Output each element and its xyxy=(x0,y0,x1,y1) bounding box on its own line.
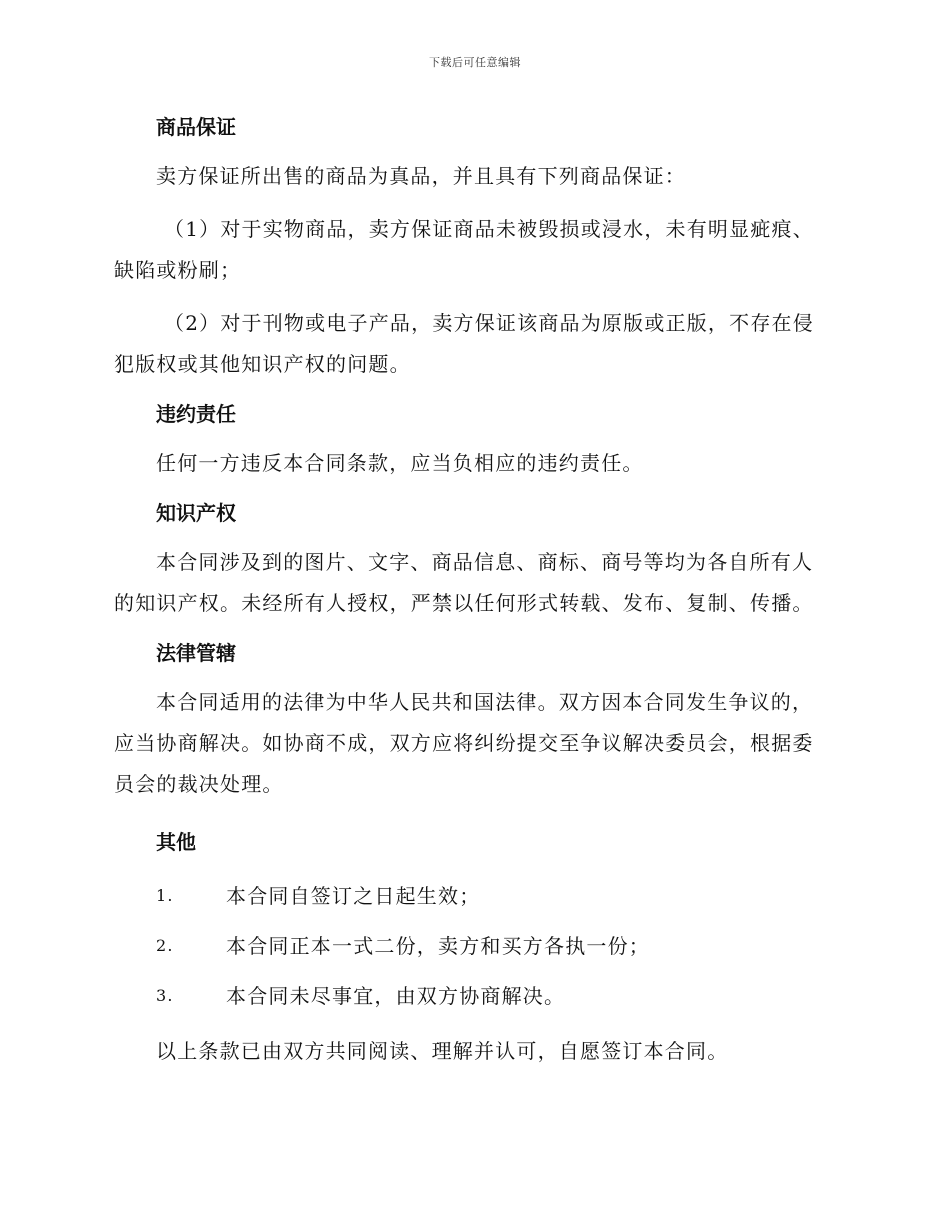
section-title-law: 法律管辖 xyxy=(156,641,236,665)
section-title-guarantee: 商品保证 xyxy=(156,115,236,139)
guarantee-item-1: （1）对于实物商品，卖方保证商品未被毁损或浸水，未有明显疵痕、缺陷或粉刷； xyxy=(114,217,814,282)
list-text: 本合同未尽事宜，由双方协商解决。 xyxy=(226,984,566,1008)
list-item xyxy=(114,921,834,971)
list-number: 2. xyxy=(156,936,174,955)
page-header: 下载后可任意编辑 xyxy=(429,56,521,69)
law-text: 本合同适用的法律为中华人民共和国法律。双方因本合同发生争议的，应当协商解决。如协商不成，双方应将纠纷提交至争议解决委员会，根据委员会的裁决处理。 xyxy=(114,690,814,796)
guarantee-intro: 卖方保证所出售的商品为真品，并且具有下列商品保证： xyxy=(156,164,686,188)
list-text: 本合同自签订之日起生效； xyxy=(226,884,481,908)
list-number: 3. xyxy=(156,986,174,1005)
list-number: 1. xyxy=(156,886,174,905)
ip-text: 本合同涉及到的图片、文字、商品信息、商标、商号等均为各自所有人的知识产权。未经所有人授权，严禁以任何形式转载、发布、复制、传播。 xyxy=(114,550,814,615)
section-title-other: 其他 xyxy=(156,830,196,854)
list-text: 本合同正本一式二份，卖方和买方各执一份； xyxy=(226,934,650,958)
list-item xyxy=(114,871,834,921)
guarantee-item-2: （2）对于刊物或电子产品，卖方保证该商品为原版或正版，不存在侵犯版权或其他知识产权的问题。 xyxy=(114,311,814,376)
closing-statement: 以上条款已由双方共同阅读、理解并认可，自愿签订本合同。 xyxy=(156,1039,729,1063)
list-item xyxy=(114,971,834,1021)
document-body xyxy=(114,108,834,1072)
breach-text: 任何一方违反本合同条款，应当负相应的违约责任。 xyxy=(156,451,644,475)
section-title-ip: 知识产权 xyxy=(156,501,236,525)
section-title-breach: 违约责任 xyxy=(156,402,236,426)
